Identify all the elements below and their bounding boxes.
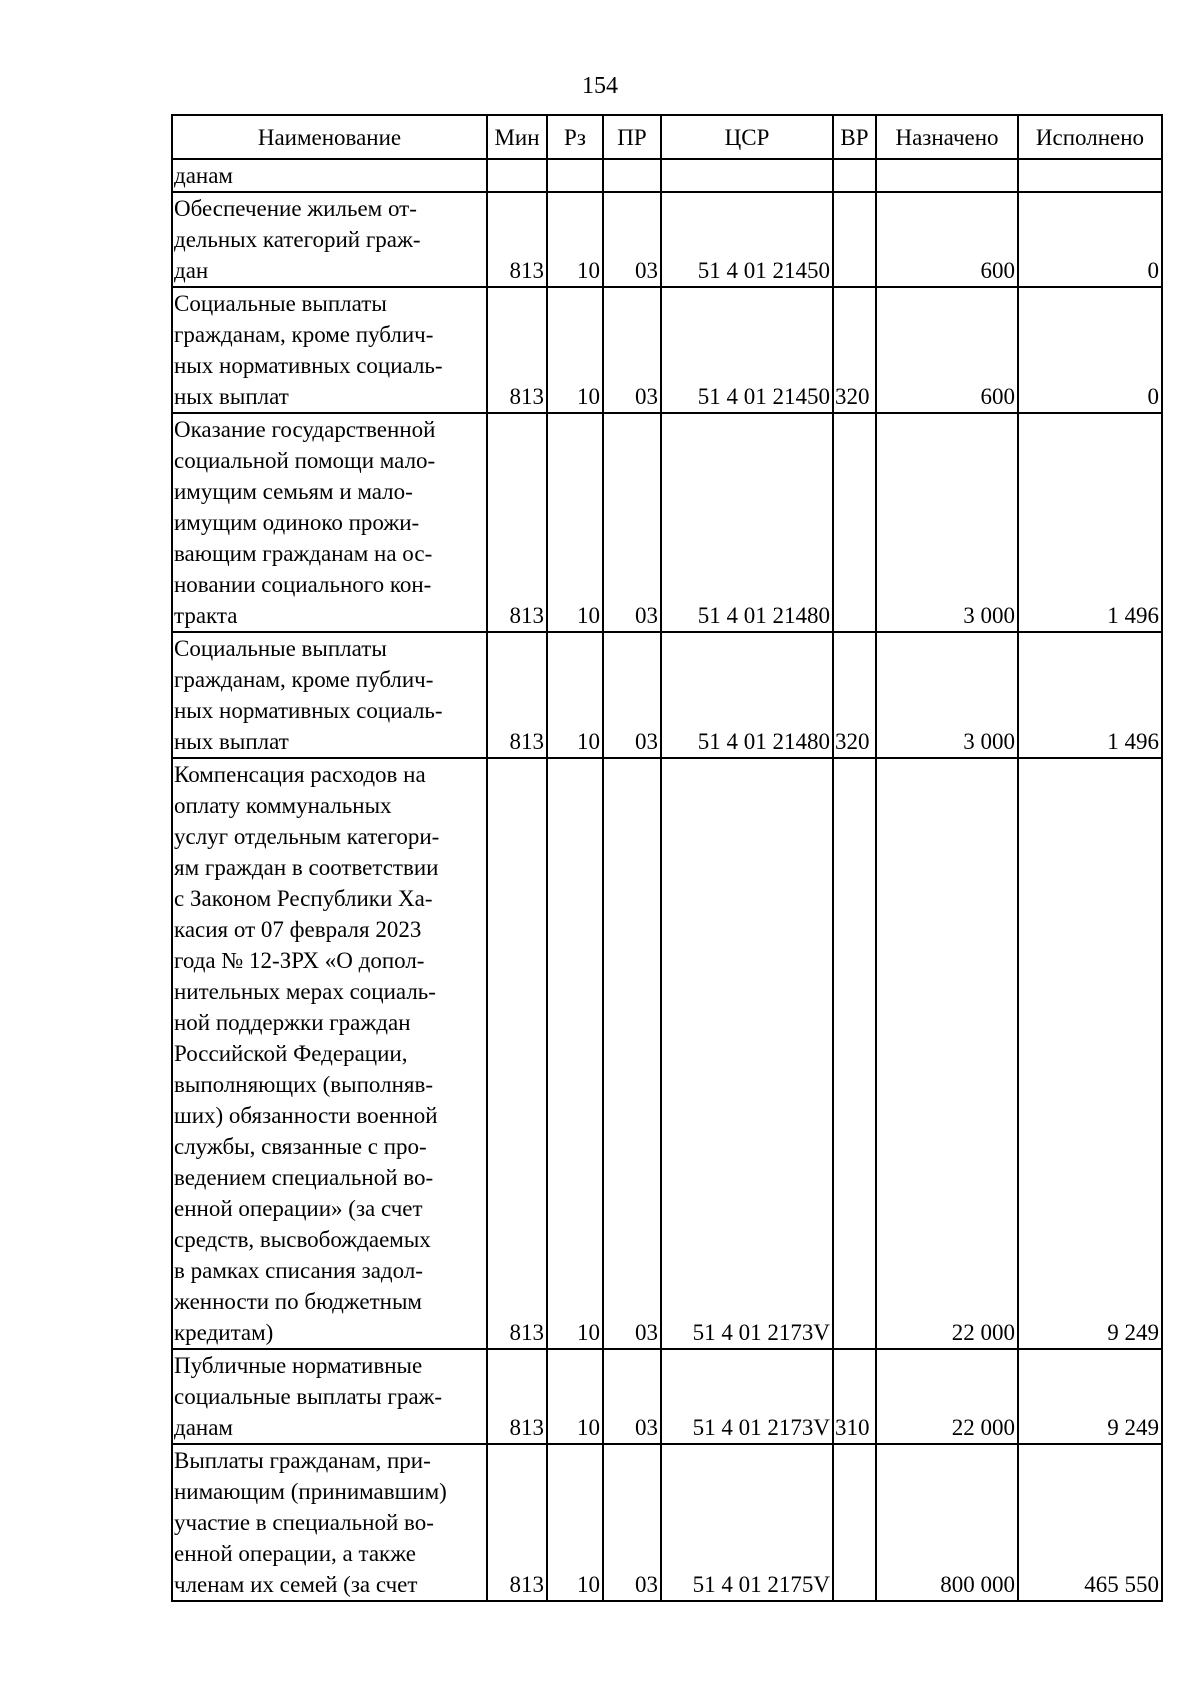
- name-line: енной операции, а также: [174, 1541, 417, 1566]
- cell-min: 813: [487, 758, 547, 1349]
- name-line: нительных мерах социаль-: [174, 979, 436, 1004]
- cell-rz: 10: [547, 192, 603, 287]
- name-line: ных выплат: [174, 729, 289, 754]
- header-min: Мин: [487, 115, 547, 159]
- table-row: [172, 632, 1162, 758]
- cell-rz: 10: [547, 287, 603, 413]
- name-line: средств, высвобождаемых: [174, 1227, 431, 1252]
- cell-vr: [833, 413, 876, 632]
- cell-min: 813: [487, 287, 547, 413]
- name-line: дан: [174, 258, 209, 283]
- name-line: женности по бюджетным: [174, 1289, 422, 1314]
- name-line: данам: [174, 1415, 233, 1440]
- cell-csr: 51 4 01 21450: [661, 287, 833, 413]
- name-line: ной поддержки граждан: [174, 1010, 411, 1035]
- cell-rz: 10: [547, 413, 603, 632]
- cell-name: [172, 159, 487, 192]
- name-line: службы, связанные с про-: [174, 1134, 427, 1159]
- name-line: ведением специальной во-: [174, 1165, 434, 1190]
- cell-assigned: 22 000: [876, 1349, 1018, 1444]
- cell-min: 813: [487, 632, 547, 758]
- cell-assigned: 3 000: [876, 632, 1018, 758]
- name-line: ных нормативных социаль-: [174, 698, 443, 723]
- header-row: [172, 115, 1162, 159]
- name-line: имущим семьям и мало-: [174, 479, 413, 504]
- cell-vr: 320: [833, 287, 876, 413]
- cell-csr: [661, 159, 833, 192]
- cell-assigned: 600: [876, 287, 1018, 413]
- cell-pr: 03: [603, 1444, 661, 1601]
- cell-rz: 10: [547, 1349, 603, 1444]
- header-pr: ПР: [603, 115, 661, 159]
- cell-pr: 03: [603, 632, 661, 758]
- name-line: Российской Федерации,: [174, 1041, 408, 1066]
- name-line: вающим гражданам на ос-: [174, 541, 433, 566]
- name-line: дельных категорий граж-: [174, 227, 421, 252]
- name-line: Публичные нормативные: [174, 1353, 423, 1378]
- name-line: ных нормативных социаль-: [174, 353, 443, 378]
- cell-name: [172, 1349, 487, 1444]
- cell-pr: 03: [603, 758, 661, 1349]
- cell-rz: 10: [547, 758, 603, 1349]
- name-line: социальные выплаты граж-: [174, 1384, 443, 1409]
- cell-executed: [1018, 159, 1162, 192]
- cell-name: [172, 1444, 487, 1601]
- table-row: [172, 1444, 1162, 1601]
- cell-executed: 0: [1018, 287, 1162, 413]
- cell-name: [172, 413, 487, 632]
- header-csr: ЦСР: [661, 115, 833, 159]
- cell-min: 813: [487, 413, 547, 632]
- cell-csr: 51 4 01 2173V: [661, 1349, 833, 1444]
- cell-pr: [603, 159, 661, 192]
- header-vr: ВР: [833, 115, 876, 159]
- cell-csr: 51 4 01 2173V: [661, 758, 833, 1349]
- name-line: ям граждан в соответствии: [174, 855, 439, 880]
- cell-rz: [547, 159, 603, 192]
- name-line: енной операции» (за счет: [174, 1196, 423, 1221]
- cell-name: [172, 287, 487, 413]
- cell-executed: 0: [1018, 192, 1162, 287]
- table-row: [172, 192, 1162, 287]
- header-executed: Исполнено: [1018, 115, 1162, 159]
- cell-assigned: 22 000: [876, 758, 1018, 1349]
- header-name: Наименование: [172, 115, 487, 159]
- header-rz: Рз: [547, 115, 603, 159]
- name-line: года № 12-ЗРХ «О допол-: [174, 948, 425, 973]
- name-line: Социальные выплаты: [174, 291, 387, 316]
- cell-csr: 51 4 01 2175V: [661, 1444, 833, 1601]
- name-line: Оказание государственной: [174, 417, 436, 442]
- cell-name: [172, 632, 487, 758]
- cell-csr: 51 4 01 21480: [661, 413, 833, 632]
- name-line: выполняющих (выполняв-: [174, 1072, 433, 1097]
- table-row: [172, 287, 1162, 413]
- table-row: [172, 159, 1162, 192]
- table-row: [172, 1349, 1162, 1444]
- cell-assigned: 600: [876, 192, 1018, 287]
- cell-min: [487, 159, 547, 192]
- name-line: гражданам, кроме публич-: [174, 322, 434, 347]
- name-line: социальной помощи мало-: [174, 448, 436, 473]
- cell-vr: [833, 758, 876, 1349]
- cell-min: 813: [487, 192, 547, 287]
- name-line: Обеспечение жильем от-: [174, 196, 417, 221]
- cell-rz: 10: [547, 632, 603, 758]
- budget-table: [171, 114, 1163, 1602]
- cell-name: [172, 758, 487, 1349]
- name-line: новании социального кон-: [174, 572, 432, 597]
- cell-min: 813: [487, 1349, 547, 1444]
- cell-vr: [833, 192, 876, 287]
- name-line: тракта: [174, 603, 238, 628]
- name-line: услуг отдельным категори-: [174, 824, 440, 849]
- cell-rz: 10: [547, 1444, 603, 1601]
- table-header: [172, 115, 1162, 159]
- cell-assigned: 800 000: [876, 1444, 1018, 1601]
- cell-vr: [833, 1444, 876, 1601]
- cell-assigned: [876, 159, 1018, 192]
- cell-pr: 03: [603, 1349, 661, 1444]
- cell-vr: 310: [833, 1349, 876, 1444]
- name-line: Социальные выплаты: [174, 636, 387, 661]
- header-assigned: Назначено: [876, 115, 1018, 159]
- name-line: членам их семей (за счет: [174, 1572, 418, 1597]
- name-line: Выплаты гражданам, при-: [174, 1448, 431, 1473]
- cell-min: 813: [487, 1444, 547, 1601]
- name-line: участие в специальной во-: [174, 1510, 434, 1535]
- name-line: имущим одиноко прожи-: [174, 510, 420, 535]
- name-line: гражданам, кроме публич-: [174, 667, 434, 692]
- name-line: нимающим (принимавшим): [174, 1479, 447, 1504]
- cell-pr: 03: [603, 287, 661, 413]
- name-line: ных выплат: [174, 384, 289, 409]
- table-row: [172, 758, 1162, 1349]
- cell-executed: 9 249: [1018, 1349, 1162, 1444]
- name-line: оплату коммунальных: [174, 793, 392, 818]
- name-line: кредитам): [174, 1320, 274, 1345]
- cell-assigned: 3 000: [876, 413, 1018, 632]
- cell-csr: 51 4 01 21450: [661, 192, 833, 287]
- cell-csr: 51 4 01 21480: [661, 632, 833, 758]
- name-line: ших) обязанности военной: [174, 1103, 438, 1128]
- name-line: в рамках списания задол-: [174, 1258, 423, 1283]
- cell-executed: 1 496: [1018, 413, 1162, 632]
- table-body: [172, 159, 1162, 1601]
- cell-vr: 320: [833, 632, 876, 758]
- table-row: [172, 413, 1162, 632]
- name-line: с Законом Республики Ха-: [174, 886, 433, 911]
- cell-vr: [833, 159, 876, 192]
- cell-executed: 9 249: [1018, 758, 1162, 1349]
- cell-executed: 1 496: [1018, 632, 1162, 758]
- page-number: 154: [582, 73, 618, 99]
- name-line: касия от 07 февраля 2023: [174, 917, 422, 942]
- cell-pr: 03: [603, 413, 661, 632]
- name-line: данам: [174, 163, 233, 188]
- cell-executed: 465 550: [1018, 1444, 1162, 1601]
- name-line: Компенсация расходов на: [174, 762, 426, 787]
- cell-name: [172, 192, 487, 287]
- cell-pr: 03: [603, 192, 661, 287]
